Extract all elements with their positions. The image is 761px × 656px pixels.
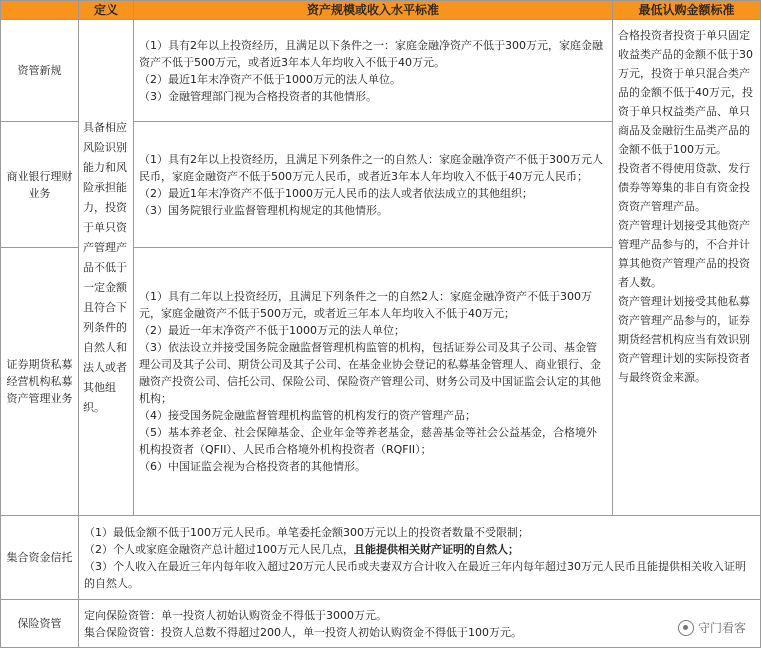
criteria-item: 集合保险资管：投资人总数不得超过200人，单一投资人初始认购资金不得低于100万元。 [84,625,522,639]
definition-cell: 具备相应风险识别能力和风险承担能力，投资于单只资产管理产品不低于一定金额且符合下列条件的自然人和法人或者其他组织。 [79,20,134,516]
criteria-item: （1）最低金额不低于100万元人民币。单笔委托金额300万元以上的投资者数量不受限制； [84,525,529,539]
row-name-collective-trust: 集合资金信托 [1,516,79,600]
header-criteria: 资产规模或收入水平标准 [134,1,613,20]
table-row [1,600,761,648]
criteria-item: （2）最近1年末净资产不低于1000万元的法人单位。 [139,72,401,86]
row-name-zgxg: 资管新规 [1,20,79,122]
criteria-cell-zgxg [134,20,613,122]
criteria-item: （6）中国证监会视为合格投资者的其他情形。 [139,460,366,473]
min-amount-cell [613,20,761,516]
header-min-amount: 最低认购金额标准 [613,1,761,20]
criteria-item: （3）依法设立并接受国务院金融监督管理机构监管的机构，包括证券公司及其子公司、基金管理公司及其子公司、期货公司及其子公司、在基金业协会登记的私募基金管理人、商业银行、金融资产投资公司、信托公司、保险公司、保险资产管理公司、财务公司及中国证监会认定的其他机构； [139,341,601,405]
watermark [675,618,749,637]
min-amount-item: 资产管理计划接受其他私募资产管理产品参与的，证券期货经营机构应当有效识别资产管理计划的实际投资者与最终资金来源。 [618,295,750,384]
criteria-cell-insurance-am [79,600,761,648]
row-name-insurance-am: 保险资管 [1,600,79,648]
criteria-cell-securities-futures [134,248,613,516]
criteria-item: （4）接受国务院金融监督管理机构监管的机构发行的资产管理产品； [139,409,476,422]
criteria-item [84,541,755,558]
min-amount-item: 合格投资者投资于单只固定收益类产品的金额不低于30万元，投资于单只混合类产品的金额不低于40万元，投资于单只权益类产品、单只商品及金融衍生品类产品的金额不低于100万元。 [618,29,753,156]
criteria-bold-text: 且能提供相关财产证明的自然人； [354,542,519,556]
criteria-cell-collective-trust [79,516,761,600]
criteria-item: 定向保险资管：单一投资人初始认购资金不得低于3000万元。 [84,608,387,622]
criteria-item: （3）个人收入在最近三年内每年收入超过20万元人民币或夫妻双方合计收入在最近三年内每年超过30万元人民币且能提供相关收入证明的自然人。 [84,559,746,590]
table-header-row [1,1,761,20]
criteria-item: （5）基本养老金、社会保障基金、企业年金等养老基金，慈善基金等社会公益基金，合格境外机构投资者（QFII）、人民币合格境外机构投资者（RQFII）； [139,426,597,456]
min-amount-item: 投资者不得使用贷款、发行债券等筹集的非自有资金投资资产管理产品。 [618,162,750,213]
criteria-item: （3）国务院银行业监督管理机构规定的其他情形。 [139,203,388,217]
min-amount-item: 资产管理计划接受其他资产管理产品参与的，不合并计算其他资产管理产品的投资者人数。 [618,219,750,289]
criteria-item: （3）金融管理部门视为合格投资者的其他情形。 [139,89,377,103]
criteria-cell-bank-wealth [134,122,613,248]
table-row [1,516,761,600]
criteria-item: （1）具有2年以上投资经历，且满足以下条件之一：家庭金融净资产不低于300万元，家庭金融资产不低于500万元，或者近3年本人年均收入不低于40万元。 [139,38,603,69]
criteria-item: （1）具有二年以上投资经历，且满足下列条件之一的自然2人：家庭金融净资产不低于300万元，家庭金融资产不低于500万元，或者近三年本人年均收入不低于40万元； [139,290,592,320]
criteria-item: （2）最近1年末净资产不低于1000万元人民币的法人或者依法成立的其他组织； [139,186,533,200]
row-name-bank-wealth: 商业银行理财业务 [1,122,79,248]
header-category [1,1,79,20]
header-definition: 定义 [79,1,134,20]
table-row [1,20,761,122]
criteria-item: （2）最近一年末净资产不低于1000万元的法人单位； [139,324,405,337]
watermark-text: 守门看客 [697,621,746,635]
criteria-item: （1）具有2年以上投资经历，且满足下列条件之一的自然人：家庭金融净资产不低于300万元人民币，家庭金融资产不低于500万元人民币，或者近3年本人年均收入不低于40万元人民币； [139,152,603,183]
wechat-official-account-icon [678,620,694,636]
criteria-text: （2）个人或家庭金融资产总计超过100万元人民几点， [84,542,354,556]
row-name-securities-futures: 证券期货私募经营机构私募资产管理业务 [1,248,79,516]
